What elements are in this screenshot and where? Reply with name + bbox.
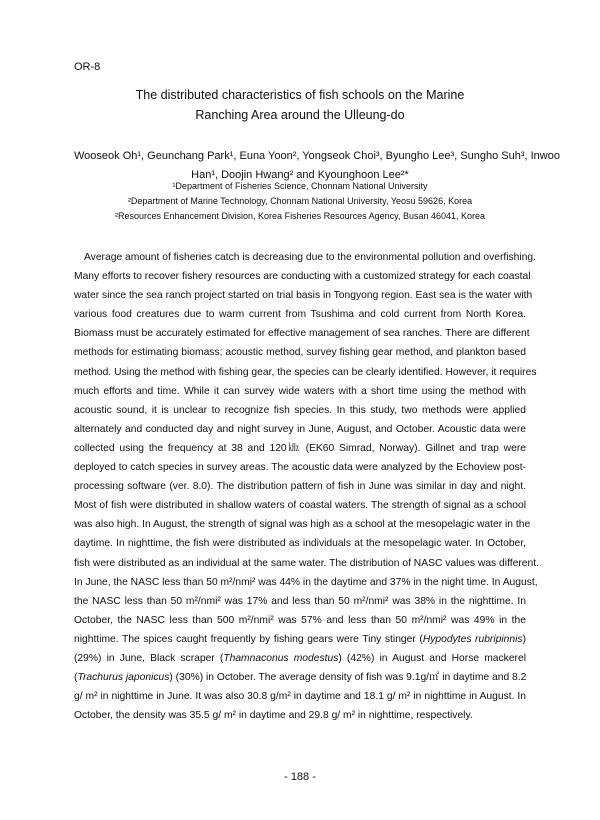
abstract-line: Biomass must be accurately estimated for effective management of sea ranches. There are different [74, 328, 530, 340]
title-line-1: The distributed characteristics of fish schools on the Marine [135, 88, 465, 102]
abstract-line: was also high. In August, the strength of signal was high as a school at the mesopelagic water in the [74, 519, 531, 531]
abstract-line: g/ m² in nighttime in June. It was also 30.8 g/m² in daytime and 18.1 g/ m² in nighttime in August. In [74, 691, 526, 703]
abstract-body [74, 248, 539, 725]
abstract-line: nighttime. The spices caught frequently by fishing gears were Tiny stinger (Hypodytes rubripinnis) [74, 633, 526, 645]
abstract-line: various food creatures due to warm current from Tsushima and cold current from North Korea. [74, 309, 526, 321]
page-number: - 188 - [284, 771, 316, 783]
abstract-line: Many efforts to recover fishery resources are conducting with a customized strategy for each coastal [74, 271, 531, 283]
paper-title [0, 86, 600, 125]
abstract-line: methods for estimating biomass; acoustic method, survey fishing gear method, and plankton based [74, 347, 526, 359]
abstract-line: much efforts and time. While it can survey wide waters with a short time using the method with [74, 385, 526, 397]
abstract-line: acoustic sound, it is unclear to recognize fish species. In this study, two methods were applied [74, 404, 526, 416]
authors-line-2: Han¹, Doojin Hwang² and Kyounghoon Lee²* [191, 169, 409, 181]
abstract-line: (29%) in June, Black scraper (Thamnaconus modestus) (42%) in August and Horse mackerel [74, 652, 526, 664]
abstract-line: processing software (ver. 8.0). The distribution pattern of fish in June was similar in day and night. [74, 481, 526, 493]
abstract-line: fish were distributed as an individual at the same water. The distribution of NASC values was different. [74, 557, 539, 569]
authors-line-1: Wooseok Oh¹, Geunchang Park¹, Euna Yoon², Yongseok Choi³, Byungho Lee³, Sungho Suh³, Inwoo [74, 150, 560, 162]
affiliation-2: ²Department of Marine Technology, Chonnam National University, Yeosu 59626, Korea [127, 196, 473, 206]
session-code: OR-8 [74, 61, 101, 73]
affiliation-3: ²Resources Enhancement Division, Korea Fisheries Resources Agency, Busan 46041, Korea [114, 211, 486, 221]
abstract-line: alternately and conducted day and night survey in June, August, and October. Acoustic data were [74, 423, 526, 435]
abstract-line: (Trachurus japonicus) (30%) in October. The average density of fish was 9.1g/㎡ in daytime and 8.2 [74, 672, 527, 684]
abstract-line: deployed to catch species in survey areas. The acoustic data were analyzed by the Echoview post- [74, 462, 526, 474]
abstract-line: water since the sea ranch project started on trial basis in Tongyong region. East sea is the water with [74, 290, 533, 302]
title-line-2: Ranching Area around the Ulleung-do [195, 107, 405, 122]
abstract-line: the NASC less than 50 m²/nmi² was 17% and less than 50 m²/nmi² was 38% in the nighttime. In [74, 595, 526, 607]
author-list [74, 147, 560, 185]
affiliation-1: ¹Department of Fisheries Science, Chonnam National University [172, 181, 428, 191]
abstract-line: October, the NASC less than 500 m²/nmi² was 57% and less than 50 m²/nmi² was 49% in the [74, 614, 526, 626]
abstract-line: In June, the NASC less than 50 m²/nmi² was 44% in the daytime and 37% in the night time. In August, [74, 576, 538, 588]
abstract-line: collected using the frequency at 38 and 120㎑ (EK60 Simrad, Norway). Gillnet and trap were [74, 442, 526, 454]
abstract-line: daytime. In nighttime, the fish were distributed as individuals at the mesopelagic water. In October, [74, 538, 526, 550]
abstract-line: Most of fish were distributed in shallow waters of coastal waters. The strength of signal as a school [74, 500, 526, 512]
abstract-line: method. Using the method with fishing gear, the species can be clearly identified. However, it requires [74, 366, 537, 378]
abstract-line: Average amount of fisheries catch is decreasing due to the environmental pollution and overfishing. [84, 252, 537, 263]
abstract-line: October, the density was 35.5 g/ m² in daytime and 29.8 g/ m² in nighttime, respectively. [74, 710, 473, 722]
